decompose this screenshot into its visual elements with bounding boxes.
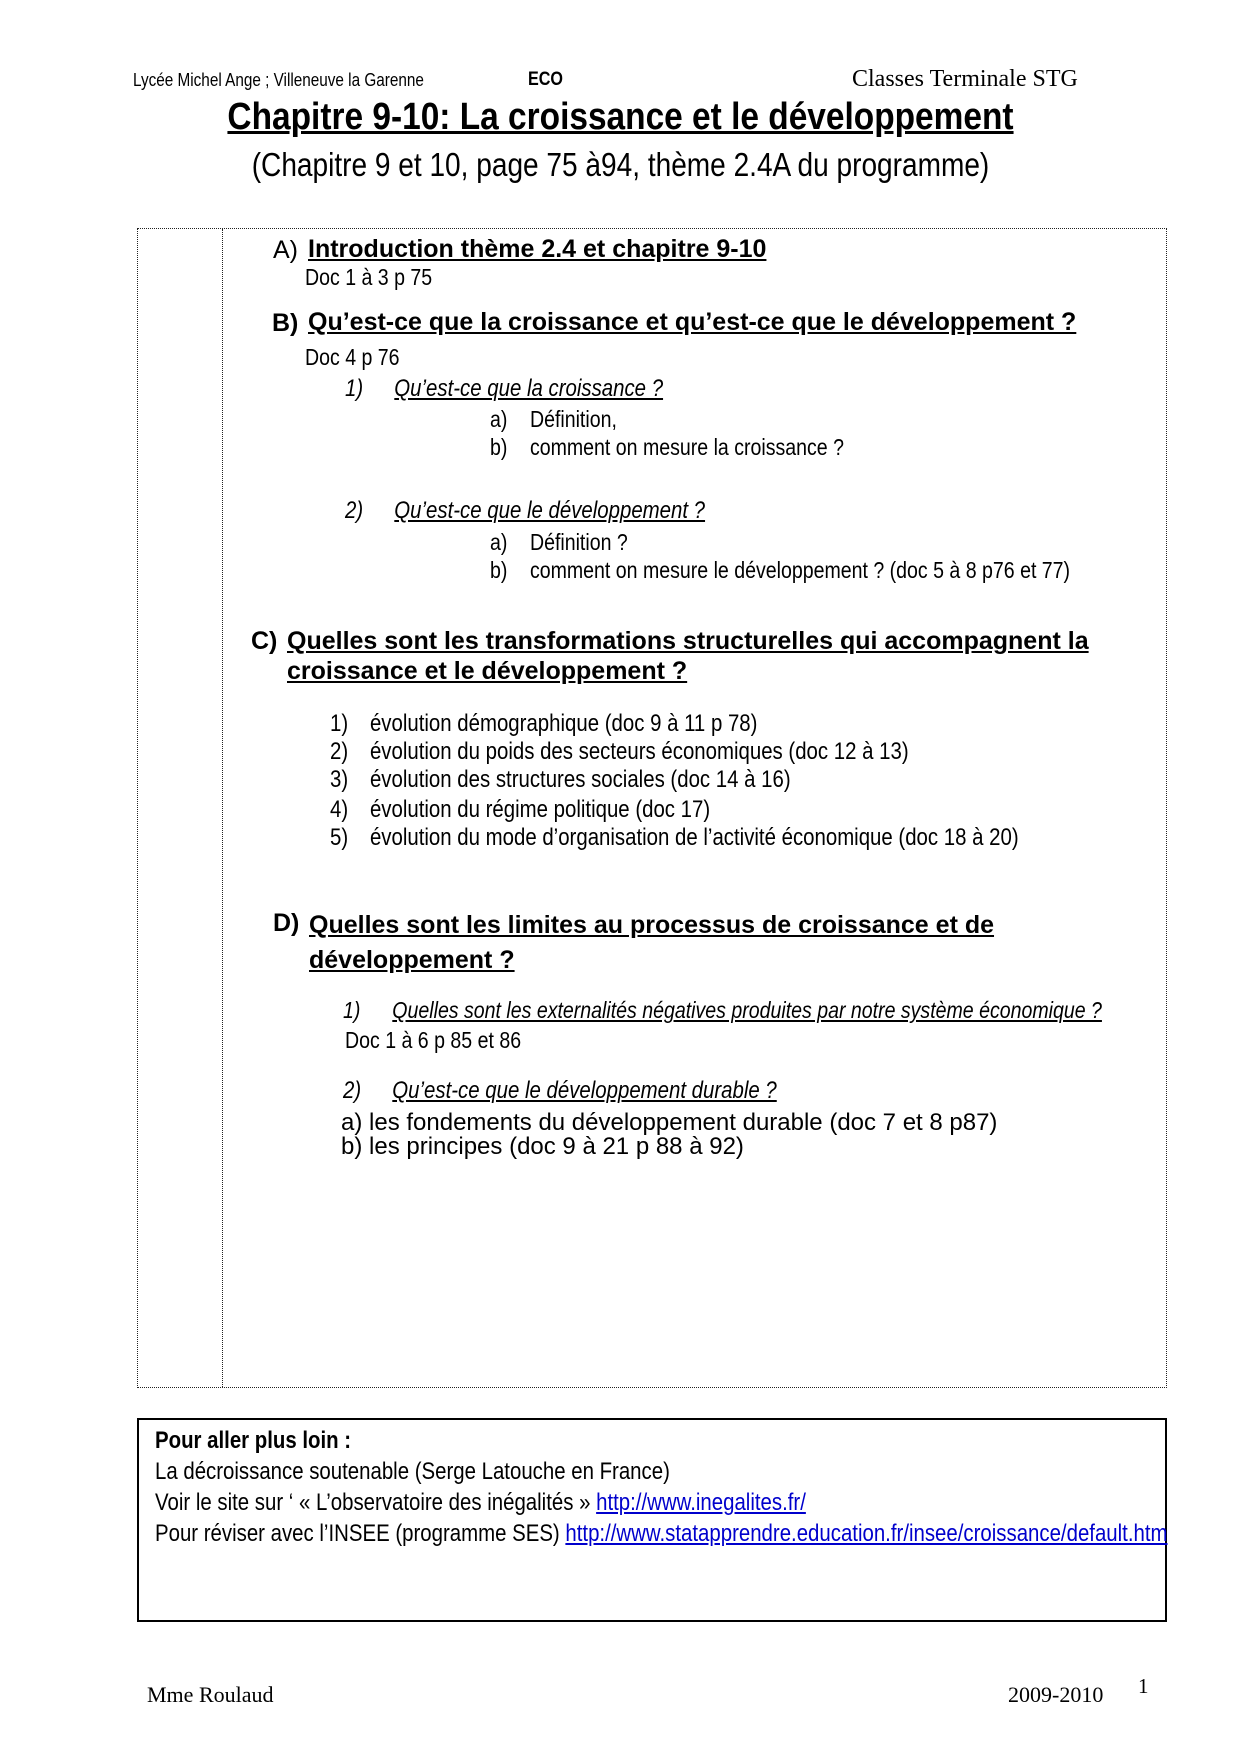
section-d-heading	[309, 908, 994, 978]
section-d-heading-text: Quelles sont les limites au processus de croissance et de développement ?	[309, 911, 995, 974]
item-letter: b)	[490, 434, 508, 460]
item-number: 1)	[330, 710, 349, 737]
item-text: Définition,	[529, 406, 617, 432]
footer-page-number: 1	[1138, 1674, 1149, 1698]
page-title-text: Chapitre 9-10: La croissance et le développement	[227, 96, 1014, 138]
question-text: Quelles sont les externalités négatives produites par notre système économique ?	[392, 997, 1102, 1023]
question-number: 2)	[345, 497, 364, 524]
section-c-heading	[287, 626, 1089, 686]
item-number: 3)	[330, 766, 349, 793]
item-text: évolution des structures sociales (doc 14 à 16)	[369, 766, 791, 793]
footer-year: 2009-2010	[1008, 1682, 1104, 1707]
section-c-item	[330, 824, 1019, 852]
item-text: comment on mesure le développement ? (doc 5 à 8 p76 et 77)	[529, 557, 1071, 583]
item-text: évolution démographique (doc 9 à 11 p 78)	[369, 710, 758, 737]
item-letter: b)	[490, 557, 508, 583]
section-d-label: D)	[273, 909, 300, 937]
section-a-heading-text: Introduction thème 2.4 et chapitre 9-10	[308, 235, 767, 263]
section-d-q2-item-a: a) les fondements du développement durable (doc 7 et 8 p87)	[341, 1109, 998, 1136]
item-letter: a)	[490, 406, 508, 432]
item-text: évolution du régime politique (doc 17)	[369, 796, 711, 823]
section-a-doc: Doc 1 à 3 p 75	[305, 264, 433, 290]
header-subject: ECO	[528, 69, 564, 90]
section-b-q1-item-b	[490, 434, 844, 461]
question-number: 1)	[343, 997, 361, 1023]
footer-author: Mme Roulaud	[147, 1682, 274, 1707]
section-b-question-1	[345, 375, 663, 403]
question-number: 1)	[345, 375, 364, 402]
section-c-heading-text: Quelles sont les transformations structurelles qui accompagnent la croissance et le développement ?	[287, 627, 1089, 685]
further-reading-line3-text: Pour réviser avec l’INSEE (programme SES)	[155, 1520, 566, 1547]
item-number: 4)	[330, 796, 349, 823]
section-d-question-1	[343, 997, 1102, 1024]
further-reading-line3	[155, 1520, 1168, 1548]
header-classes: Classes Terminale STG	[852, 66, 1078, 92]
section-b-heading-text: Qu’est-ce que la croissance et qu’est-ce que le développement ?	[308, 308, 1077, 336]
section-b-q1-item-a	[490, 406, 617, 433]
item-text: évolution du mode d’organisation de l’activité économique (doc 18 à 20)	[369, 824, 1019, 851]
page-title	[74, 96, 1166, 139]
item-number: 2)	[330, 738, 349, 765]
question-text: Qu’est-ce que le développement durable ?	[392, 1077, 777, 1104]
section-b-doc: Doc 4 p 76	[305, 344, 400, 370]
page-subtitle	[93, 146, 1148, 184]
inegalites-link[interactable]: http://www.inegalites.fr/	[596, 1489, 806, 1516]
header-school: Lycée Michel Ange ; Villeneuve la Garenne	[133, 70, 424, 90]
section-d-q2-item-b: b) les principes (doc 9 à 21 p 88 à 92)	[341, 1133, 744, 1160]
section-c-item	[330, 766, 791, 794]
section-c-label: C)	[251, 627, 278, 655]
section-c-item	[330, 710, 757, 738]
further-reading-line2	[155, 1489, 806, 1517]
question-text: Qu’est-ce que la croissance ?	[394, 375, 664, 402]
question-number: 2)	[343, 1077, 362, 1104]
section-b-label: B)	[272, 309, 299, 337]
further-reading-line1: La décroissance soutenable (Serge Latouche en France)	[155, 1458, 670, 1485]
table-column-divider	[222, 229, 223, 1387]
further-reading-line2-text: Voir le site sur ‘ « L’observatoire des inégalités »	[155, 1489, 597, 1516]
section-c-item	[330, 738, 909, 766]
item-text: Définition ?	[529, 529, 628, 555]
further-reading-title: Pour aller plus loin :	[155, 1427, 352, 1454]
item-letter: a)	[490, 529, 508, 555]
section-b-q2-item-b	[490, 557, 1070, 584]
page-subtitle-text: (Chapitre 9 et 10, page 75 à94, thème 2.4A du programme)	[251, 146, 990, 183]
item-number: 5)	[330, 824, 349, 851]
section-c-item	[330, 796, 710, 824]
item-text: comment on mesure la croissance ?	[529, 434, 844, 460]
item-text: évolution du poids des secteurs économiques (doc 12 à 13)	[369, 738, 909, 765]
insee-link[interactable]: http://www.statapprendre.education.fr/insee/croissance/default.htm	[565, 1520, 1168, 1547]
question-text: Qu’est-ce que le développement ?	[394, 497, 706, 524]
section-d-question-2	[343, 1077, 777, 1105]
section-a-heading	[308, 235, 766, 264]
section-b-q2-item-a	[490, 529, 628, 556]
section-b-question-2	[345, 497, 705, 525]
section-a-label: A)	[273, 236, 298, 264]
section-b-heading	[308, 308, 1076, 337]
section-d-q1-doc: Doc 1 à 6 p 85 et 86	[345, 1027, 522, 1053]
